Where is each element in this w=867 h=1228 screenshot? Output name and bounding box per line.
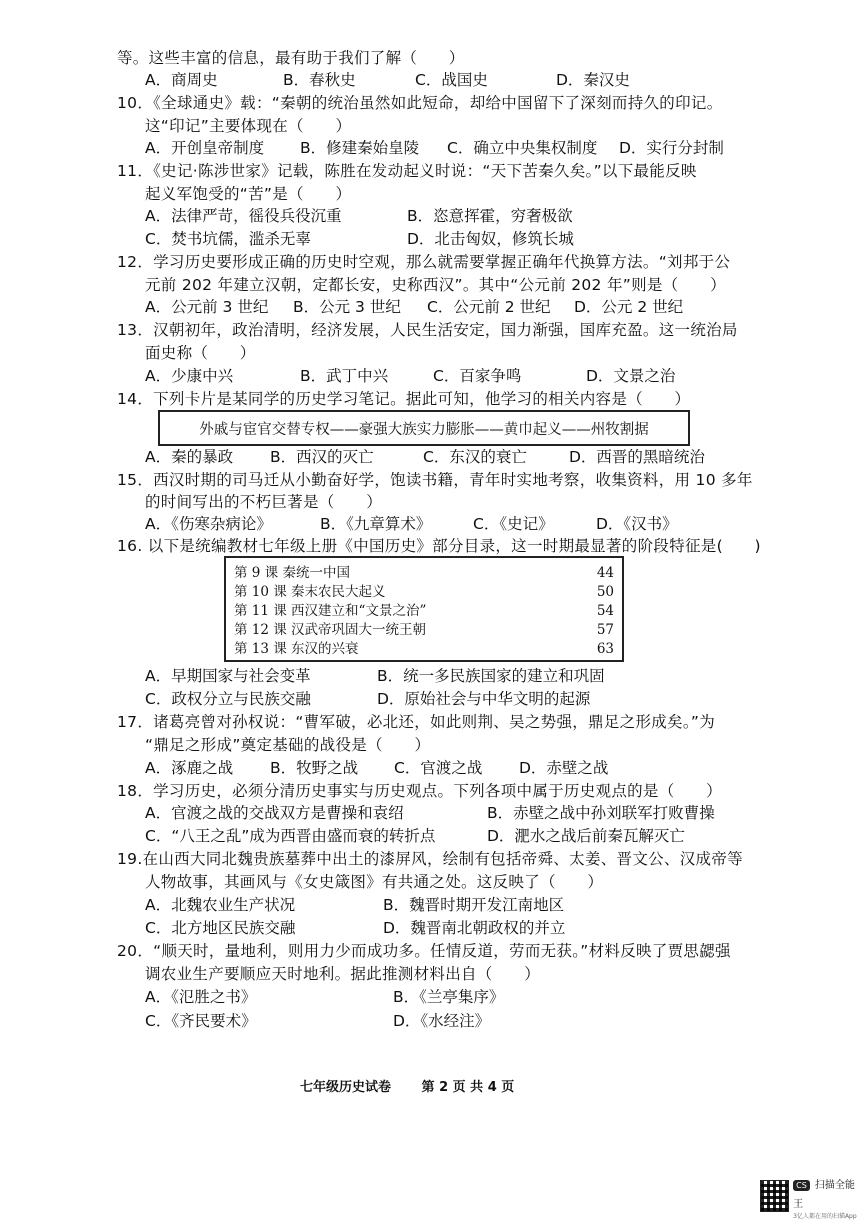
toc-lesson: 第 9 课 秦统一中国 <box>234 565 350 581</box>
scanner-watermark <box>760 1176 858 1220</box>
q15-option-a: A．《伤寒杂病论》 <box>145 515 272 533</box>
toc-lesson: 第 11 课 西汉建立和“文景之治” <box>234 603 427 619</box>
q12-option-a: A．公元前 3 世纪 <box>145 298 269 316</box>
q9-option-d: D．秦汉史 <box>556 71 630 89</box>
history-note-card <box>158 410 690 446</box>
q18-option-a: A．官渡之战的交战双方是曹操和袁绍 <box>145 804 404 822</box>
toc-page: 44 <box>596 565 614 581</box>
q18-option-b: B．赤壁之战中孙刘联军打败曹操 <box>487 804 715 822</box>
history-note-text: 外戚与宦官交替专权——豪强大族实力膨胀——黄巾起义——州牧割据 <box>199 421 649 438</box>
q12-option-c: C．公元前 2 世纪 <box>427 298 551 316</box>
q12-option-d: D．公元 2 世纪 <box>574 298 684 316</box>
q9-option-b: B．春秋史 <box>283 71 356 89</box>
q19-stem-2: 人物故事，其画风与《女史箴图》有共通之处。这反映了（ ） <box>145 873 604 891</box>
q10-stem-2: 这“印记”主要体现在（ ） <box>145 117 352 135</box>
q11-stem-1: 11．《史记·陈涉世家》记载，陈胜在发动起义时说：“天下苦秦久矣。”以下最能反映 <box>117 162 697 180</box>
q20-option-a: A．《氾胜之书》 <box>145 988 257 1006</box>
toc-row <box>234 564 614 583</box>
q19-option-c: C．北方地区民族交融 <box>145 919 296 937</box>
q9-option-c: C．战国史 <box>415 71 488 89</box>
footer-title: 七年级历史试卷 <box>300 1080 392 1095</box>
q12-stem-2: 元前 202 年建立汉朝，定都长安，史称西汉”。其中“公元前 202 年”则是（ ） <box>145 276 726 294</box>
q19-option-b: B．魏晋时期开发江南地区 <box>383 896 565 914</box>
q15-stem-1: 15．西汉时期的司马迁从小勤奋好学，饱读书籍，青年时实地考察，收集资料，用 10 多年 <box>117 471 753 489</box>
q15-option-d: D．《汉书》 <box>596 515 678 533</box>
q10-option-d: D．实行分封制 <box>619 139 724 157</box>
q17-option-a: A．涿鹿之战 <box>145 759 234 777</box>
q14-option-a: A．秦的暴政 <box>145 448 234 466</box>
q14-option-d: D．西晋的黑暗统治 <box>569 448 705 466</box>
scanner-name: 扫描全能王 <box>793 1179 855 1210</box>
q16-stem: 16. 以下是统编教材七年级上册《中国历史》部分目录，这一时期最显著的阶段特征是( ) <box>117 537 761 555</box>
q19-option-a: A．北魏农业生产状况 <box>145 896 296 914</box>
toc-page: 54 <box>596 603 614 619</box>
footer-page-number: 第 2 页 共 4 页 <box>421 1080 515 1095</box>
toc-row <box>234 640 614 659</box>
q12-option-b: B．公元 3 世纪 <box>293 298 401 316</box>
q17-stem-1: 17．诸葛亮曾对孙权说：“曹军破，必北还，如此则荆、吴之势强，鼎足之形成矣。”为 <box>117 713 716 731</box>
q18-stem: 18．学习历史，必须分清历史事实与历史观点。下列各项中属于历史观点的是（ ） <box>117 782 722 800</box>
q14-option-b: B．西汉的灭亡 <box>270 448 374 466</box>
q18-option-d: D．淝水之战后前秦瓦解灭亡 <box>487 827 685 845</box>
q17-option-b: B．牧野之战 <box>270 759 359 777</box>
toc-page: 50 <box>596 584 614 600</box>
toc-row <box>234 583 614 602</box>
q20-option-d: D．《水经注》 <box>393 1012 491 1030</box>
q17-stem-2: “鼎足之形成”奠定基础的战役是（ ） <box>145 736 431 754</box>
toc-lesson: 第 10 课 秦末农民大起义 <box>234 584 386 600</box>
q11-option-c: C．焚书坑儒，滥杀无辜 <box>145 230 311 248</box>
textbook-toc-box <box>224 556 624 662</box>
q14-stem: 14．下列卡片是某同学的历史学习笔记。据此可知，他学习的相关内容是（ ） <box>117 390 691 408</box>
q16-option-c: C．政权分立与民族交融 <box>145 690 311 708</box>
q10-option-b: B．修建秦始皇陵 <box>300 139 420 157</box>
q18-option-c: C．“八王之乱”成为西晋由盛而衰的转折点 <box>145 827 436 845</box>
q13-stem-1: 13．汉朝初年，政治清明，经济发展，人民生活安定，国力渐强，国库充盈。这一统治局 <box>117 321 738 339</box>
q10-option-c: C．确立中央集权制度 <box>447 139 598 157</box>
q13-stem-2: 面史称（ ） <box>145 344 256 362</box>
q20-option-b: B．《兰亭集序》 <box>393 988 505 1006</box>
q19-option-d: D．魏晋南北朝政权的并立 <box>383 919 566 937</box>
scanner-tagline: 3亿人都在用的扫描App <box>793 1212 857 1220</box>
q11-stem-2: 起义军饱受的“苦”是（ ） <box>145 185 352 203</box>
q17-option-d: D．赤壁之战 <box>519 759 609 777</box>
scanner-brand <box>793 1173 858 1220</box>
toc-row <box>234 602 614 621</box>
q13-option-d: D．文景之治 <box>586 367 676 385</box>
q10-option-a: A．开创皇帝制度 <box>145 139 265 157</box>
q13-option-c: C．百家争鸣 <box>433 367 522 385</box>
q15-option-c: C．《史记》 <box>473 515 554 533</box>
q16-option-d: D．原始社会与中华文明的起源 <box>377 690 591 708</box>
q15-option-b: B．《九章算术》 <box>320 515 432 533</box>
q19-stem-1: 19.在山西大同北魏贵族墓葬中出土的漆屏风，绘制有包括帝舜、太姜、晋文公、汉成帝等 <box>117 850 743 868</box>
toc-page: 63 <box>596 641 614 657</box>
q20-option-c: C．《齐民要术》 <box>145 1012 257 1030</box>
q9-stem-tail: 等。这些丰富的信息，最有助于我们了解（ ） <box>117 49 465 67</box>
q20-stem-1: 20．“顺天时，量地利，则用力少而成功多。任情反道，劳而无获。”材料反映了贾思勰强 <box>117 942 731 960</box>
q14-option-c: C．东汉的衰亡 <box>423 448 527 466</box>
toc-row <box>234 621 614 640</box>
q11-option-d: D．北击匈奴，修筑长城 <box>407 230 574 248</box>
q16-option-a: A．早期国家与社会变革 <box>145 667 311 685</box>
cs-logo-icon: CS <box>793 1180 810 1191</box>
q12-stem-1: 12．学习历史要形成正确的历史时空观，那么就需要掌握正确年代换算方法。“刘邦于公 <box>117 253 731 271</box>
q11-option-a: A．法律严苛，徭役兵役沉重 <box>145 207 342 225</box>
toc-lesson: 第 13 课 东汉的兴衰 <box>234 641 359 657</box>
q13-option-b: B．武丁中兴 <box>300 367 389 385</box>
toc-page: 57 <box>596 622 614 638</box>
page-footer <box>300 1076 514 1095</box>
q20-stem-2: 调农业生产要顺应天时地利。据此推测材料出自（ ） <box>145 965 541 983</box>
q10-stem-1: 10．《全球通史》载：“秦朝的统治虽然如此短命，却给中国留下了深刻而持久的印记。 <box>117 94 723 112</box>
q9-option-a: A．商周史 <box>145 71 218 89</box>
q15-stem-2: 的时间写出的不朽巨著是（ ） <box>145 493 383 511</box>
q17-option-c: C．官渡之战 <box>394 759 483 777</box>
toc-lesson: 第 12 课 汉武帝巩固大一统王朝 <box>234 622 427 638</box>
q13-option-a: A．少康中兴 <box>145 367 234 385</box>
q16-option-b: B．统一多民族国家的建立和巩固 <box>377 667 605 685</box>
qr-code-icon <box>760 1180 789 1212</box>
q11-option-b: B．恣意挥霍，穷奢极欲 <box>407 207 573 225</box>
